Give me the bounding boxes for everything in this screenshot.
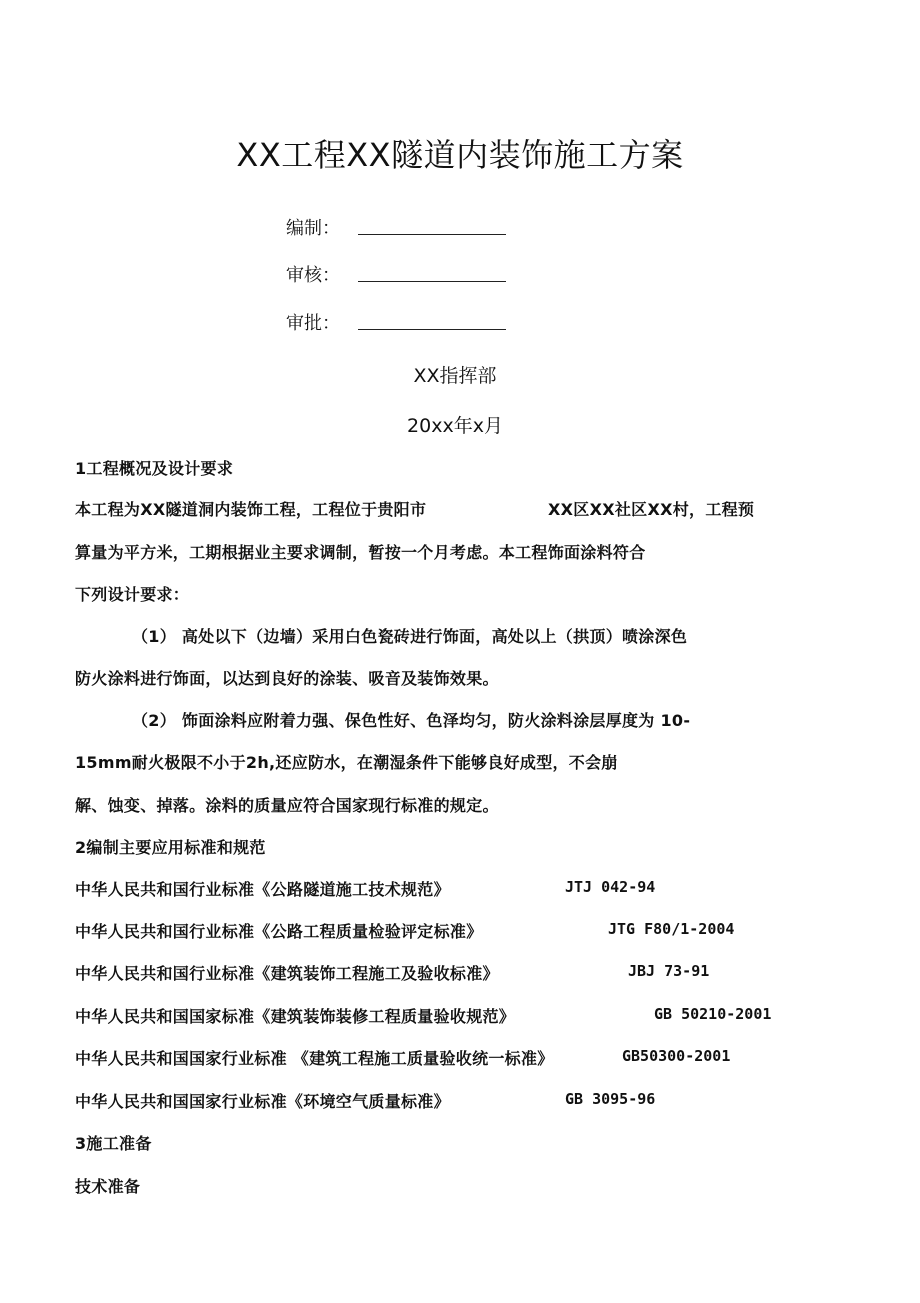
section3-heading: 3施工准备 [75, 1134, 152, 1153]
requirement-2-line2: 15mm耐火极限不小于2h,还应防水，在潮湿条件下能够良好成型，不会崩 [75, 753, 618, 772]
requirement-2-line1: （2） 饰面涂料应附着力强、保色性好、色泽均匀，防火涂料涂层厚度为 10- [132, 711, 691, 730]
standard-code: GB 3095-96 [565, 1090, 656, 1108]
section1-para1-line1b: XX区XX社区XX村，工程预 [548, 500, 755, 519]
section1-para1-line1a: 本工程为XX隧道洞内装饰工程，工程位于贵阳市 [75, 500, 427, 519]
standard-code: GB50300-2001 [622, 1047, 731, 1065]
requirement-2-line3: 解、蚀变、掉落。涂料的质量应符合国家现行标准的规定。 [75, 796, 499, 815]
signature-line-review [358, 281, 506, 282]
standard-name: 中华人民共和国国家标准《建筑装饰装修工程质量验收规范》 [75, 1007, 516, 1026]
section2-heading: 2编制主要应用标准和规范 [75, 838, 266, 857]
document-title: XX工程XX隧道内装饰施工方案 [236, 136, 684, 174]
standard-code: JBJ 73-91 [628, 962, 710, 980]
section1-heading: 1工程概况及设计要求 [75, 459, 234, 478]
standard-name: 中华人民共和国国家行业标准《环境空气质量标准》 [75, 1092, 450, 1111]
standard-name: 中华人民共和国国家行业标准 《建筑工程施工质量验收统一标准》 [75, 1049, 554, 1068]
section1-para1-line2: 算量为平方米，工期根据业主要求调制，暂按一个月考虑。本工程饰面涂料符合 [75, 543, 646, 562]
issue-date: 20xx年x月 [407, 415, 503, 437]
requirement-1-line1: （1） 高处以下（边墙）采用白色瓷砖进行饰面，高处以上（拱顶）喷涂深色 [132, 627, 688, 646]
requirement-1-line2: 防火涂料进行饰面，以达到良好的涂装、吸音及装饰效果。 [75, 669, 499, 688]
standard-code: JTG F80/1-2004 [608, 920, 735, 938]
signature-line-compile [358, 234, 506, 235]
signature-line-approve [358, 329, 506, 330]
standard-code: GB 50210-2001 [654, 1005, 772, 1023]
standard-name: 中华人民共和国行业标准《建筑装饰工程施工及验收标准》 [75, 964, 499, 983]
standard-code: JTJ 042-94 [565, 878, 656, 896]
standard-name: 中华人民共和国行业标准《公路隧道施工技术规范》 [75, 880, 450, 899]
section3-subheading: 技术准备 [75, 1177, 141, 1196]
section1-para1-line3: 下列设计要求： [75, 585, 190, 604]
signature-label-compile: 编制： [286, 218, 340, 239]
signature-label-review: 审核： [286, 265, 340, 286]
standard-name: 中华人民共和国行业标准《公路工程质量检验评定标准》 [75, 922, 483, 941]
issuer: XX指挥部 [413, 365, 497, 387]
signature-label-approve: 审批： [286, 313, 340, 334]
